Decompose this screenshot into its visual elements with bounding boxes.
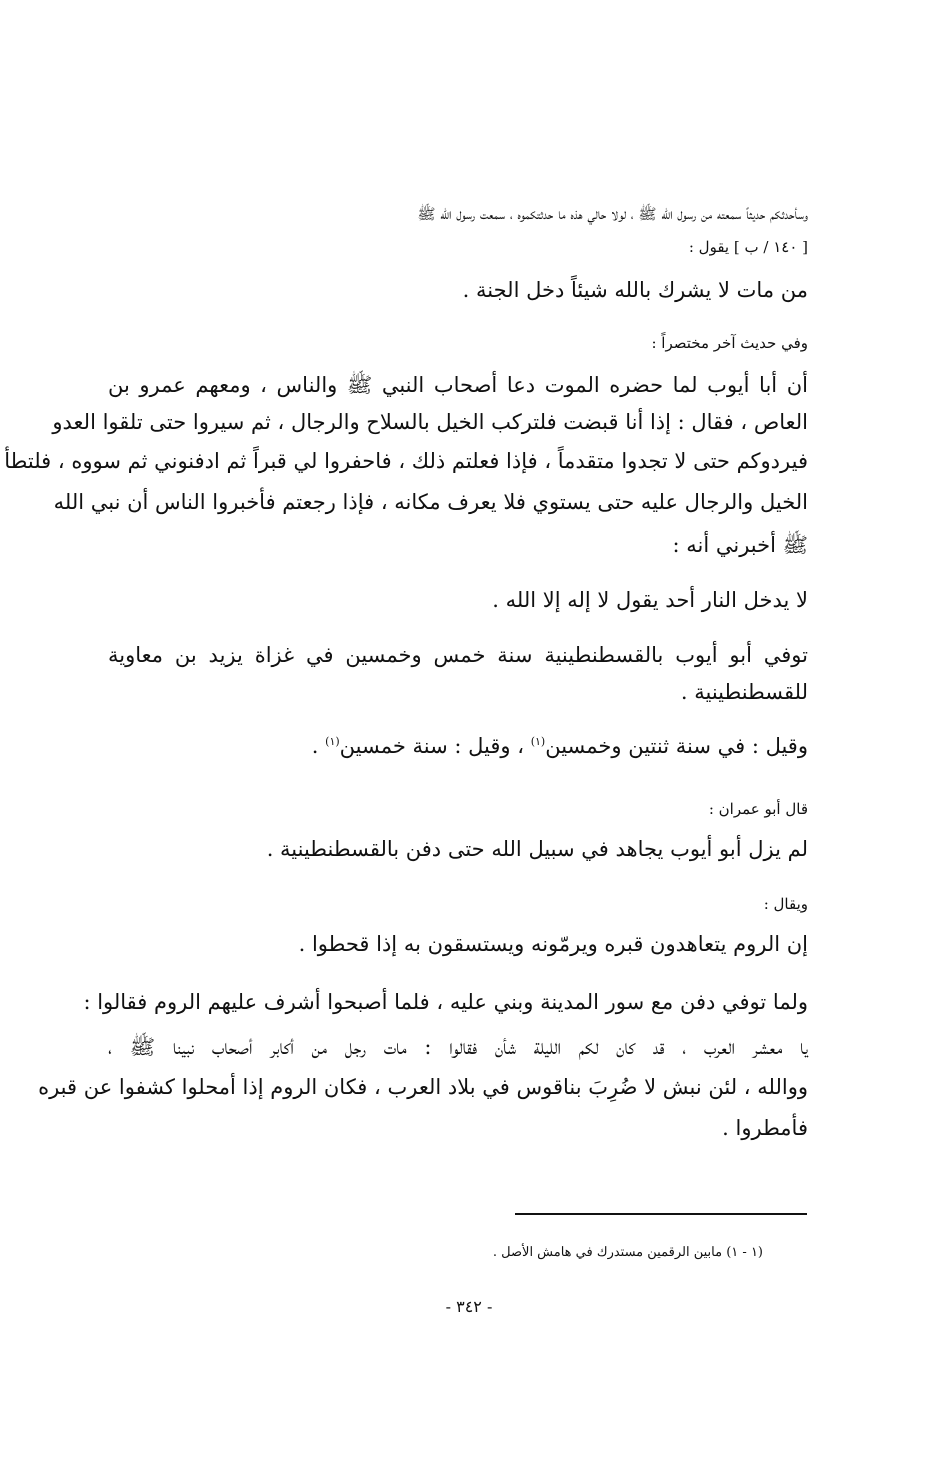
intro-line-2: [ ١٤٠ / ب ] يقول : bbox=[688, 238, 808, 256]
hadith-quote-3: لم يزل أبو أيوب يجاهد في سبيل الله حتى دفن بالقسطنطينية . bbox=[266, 837, 808, 861]
paragraph-3-line: ووالله ، لئن نبش لا ضُرِبَ بناقوس في بلاد العرب ، فكان الروم إذا أمحلوا كشفوا عن قبره bbox=[38, 1075, 808, 1099]
paragraph-1-line: أن أبا أيوب لما حضره الموت دعا أصحاب النبي ﷺ والناس ، ومعهم عمرو بن bbox=[108, 373, 808, 397]
death-year-part: ، وقيل : سنة خمسين bbox=[339, 734, 531, 758]
page-number: - ٣٤٢ - bbox=[445, 1297, 493, 1316]
paragraph-1-line: الخيل والرجال عليه حتى يستوي فلا يعرف مكانه ، فإذا رجعتم فأخبروا الناس أن نبي الله bbox=[53, 490, 808, 514]
hadith-quote-1: من مات لا يشرك بالله شيئاً دخل الجنة . bbox=[462, 278, 808, 302]
intro-line-1: وسأحدثكم حديثاً سمعته من رسول الله ﷺ ، لولا حالي هذه ما حدثتكموه ، سمعت رسول الله ﷺ bbox=[417, 205, 808, 223]
paragraph-1-line: العاص ، فقال : إذا أنا قبضت فلتركب الخيل بالسلاح والرجال ، ثم سيروا حتى تلقوا العدو bbox=[52, 410, 808, 434]
footnote: (١ - ١) مابين الرقمين مستدرك في هامش الأصل . bbox=[492, 1245, 763, 1260]
paragraph-2-line: توفي أبو أيوب بالقسطنطينية سنة خمس وخمسين في غزاة يزيد بن معاوية bbox=[108, 643, 808, 667]
paragraph-3-line: فأمطروا . bbox=[722, 1116, 808, 1140]
paragraph-1-line: ﷺ أخبرني أنه : bbox=[672, 533, 808, 557]
section-heading-2: قال أبو عمران : bbox=[708, 800, 808, 818]
death-year-note bbox=[268, 734, 808, 758]
section-heading-3: ويقال : bbox=[763, 895, 808, 913]
section-heading-1: وفي حديث آخر مختصراً : bbox=[651, 334, 808, 352]
death-year-part: . bbox=[311, 734, 326, 758]
hadith-quote-2: لا يدخل النار أحد يقول لا إله إلا الله . bbox=[492, 588, 808, 612]
hadith-quote-4: إن الروم يتعاهدون قبره ويرمّونه ويستسقون به إذا قحطوا . bbox=[298, 932, 808, 956]
paragraph-1-line: فيردوكم حتى لا تجدوا متقدماً ، فإذا فعلتم ذلك ، فاحفروا لي قبراً ثم ادفنوني ثم سووه ، فلتطأ bbox=[4, 449, 808, 473]
footnote-marker: (١) bbox=[530, 735, 546, 748]
footnote-divider bbox=[515, 1213, 807, 1215]
paragraph-3-line: ولما توفي دفن مع سور المدينة وبني عليه ، فلما أصبحوا أشرف عليهم الروم فقالوا : bbox=[83, 990, 808, 1014]
paragraph-3-line: يا معشر العرب ، قد كان لكم الليلة شأن فقالوا : مات رجل من أكابر أصحاب نبينا ﷺ ، bbox=[108, 1035, 808, 1059]
death-year-part: وقيل : في سنة ثنتين وخمسين bbox=[545, 734, 808, 758]
paragraph-2-line: للقسطنطينية . bbox=[680, 680, 808, 704]
footnote-marker: (١) bbox=[325, 735, 340, 748]
